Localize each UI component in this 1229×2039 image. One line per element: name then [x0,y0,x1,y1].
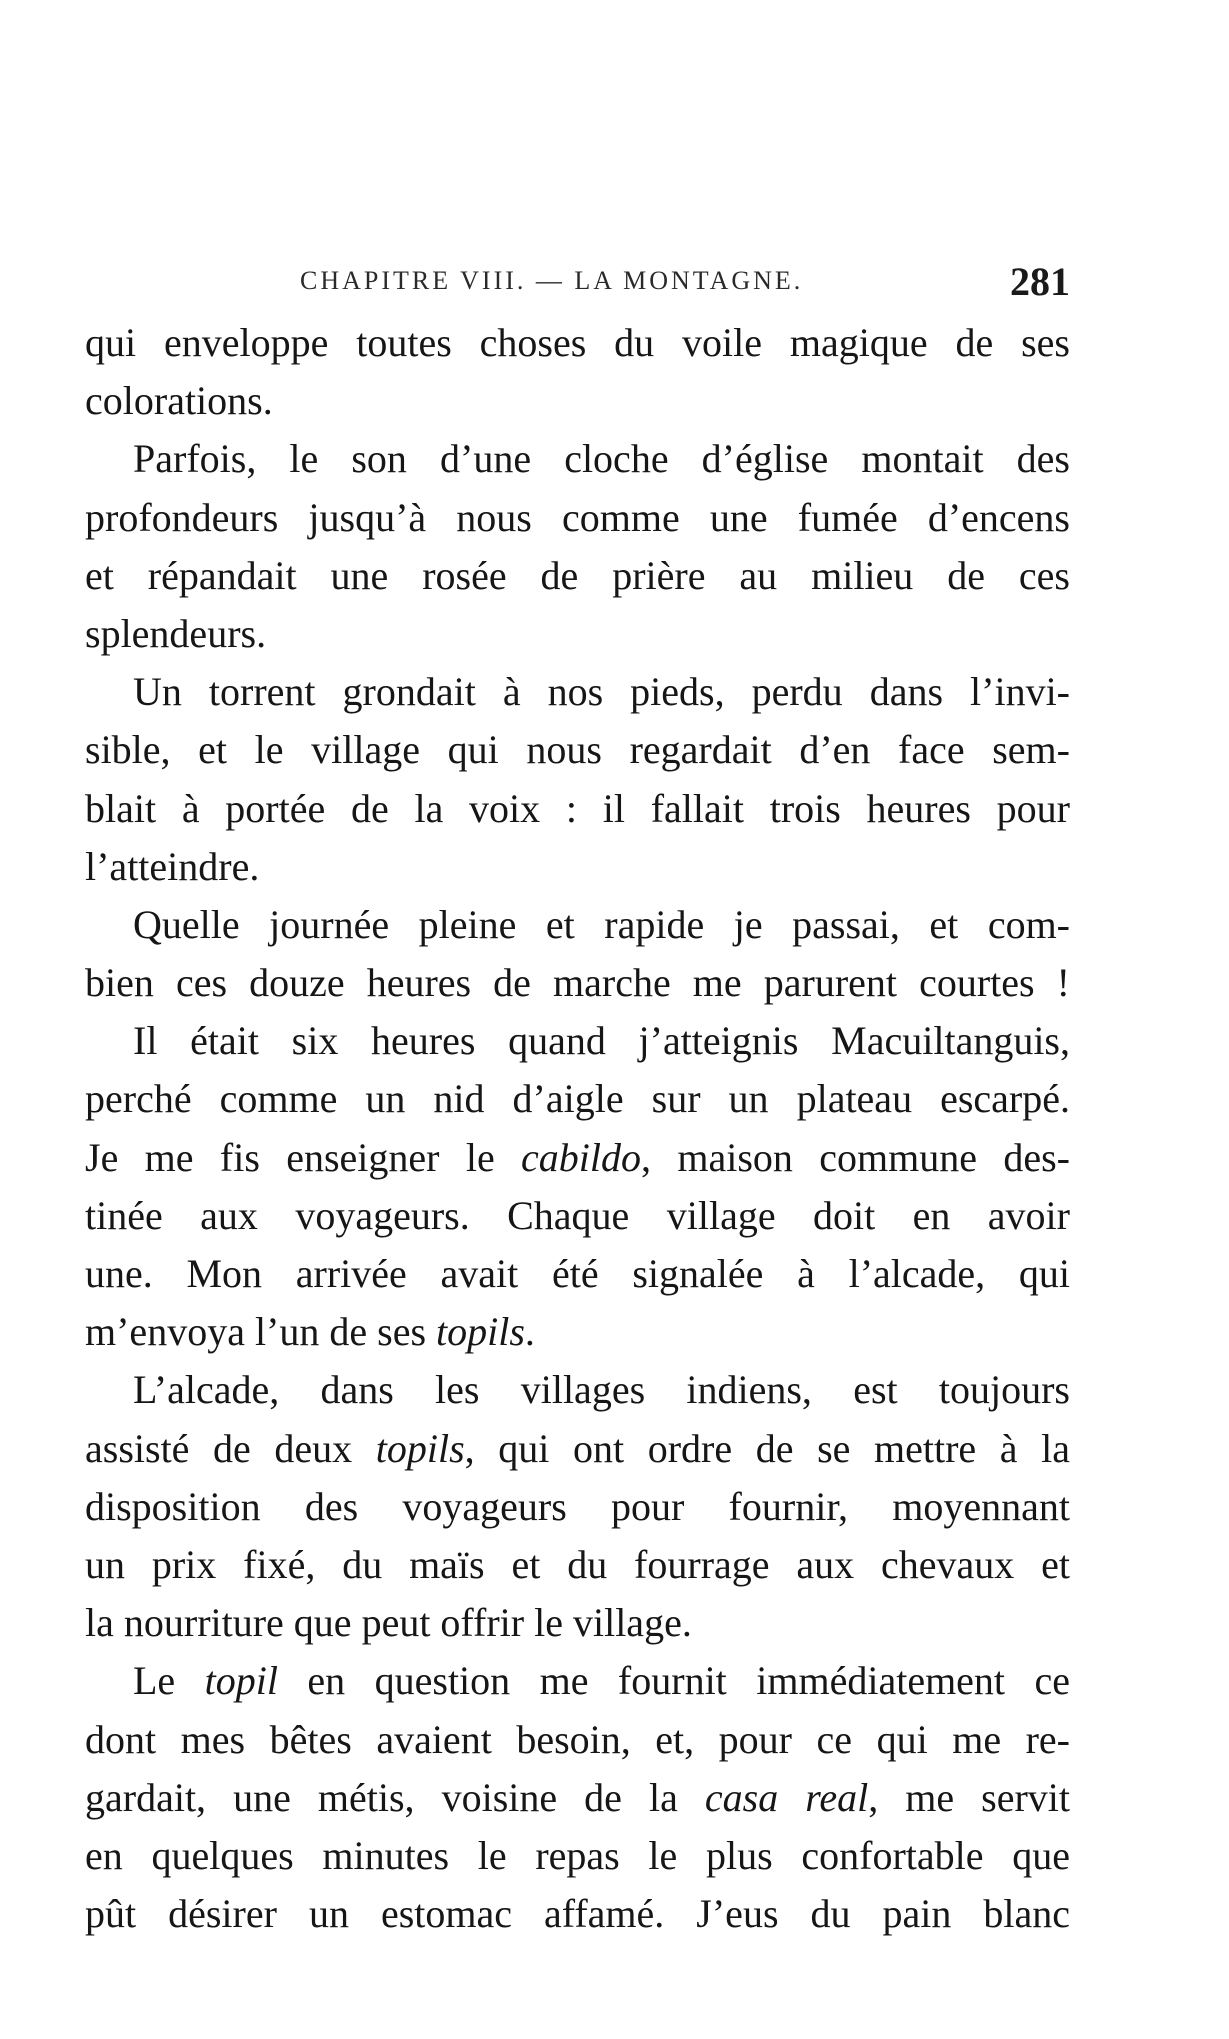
text-run: assisté de deux [85,1425,376,1471]
text-run: , qui ont ordre de se mettre à la [464,1425,1070,1471]
text-line: blait à portée de la voix : il fallait trois heures pour [85,785,1070,831]
body-text [85,314,1070,1943]
text-run: Le [133,1658,205,1704]
page-number: 281 [1010,259,1070,304]
text-line [85,1652,1070,1710]
text-line: dont mes bêtes avaient besoin, et, pour ce qui me re- [85,1716,1070,1762]
italic-term: topils [436,1309,525,1355]
text-line: pût désirer un estomac affamé. J’eus du pain blanc [85,1891,1070,1937]
text-line: une. Mon arrivée avait été signalée à l’alcade, qui [85,1251,1070,1296]
text-run: gardait, une métis, voisine de la [85,1774,705,1820]
text-line: perché comme un nid d’aigle sur un plateau escarpé. [85,1076,1070,1122]
text-line: tinée aux voyageurs. Chaque village doit en avoir [85,1192,1070,1238]
text-line [85,1769,1070,1827]
running-header [85,258,1070,310]
text-line: disposition des voyageurs pour fournir, moyennant [85,1483,1070,1529]
italic-term: topils [375,1425,465,1471]
text-line: qui enveloppe toutes choses du voile magique de ses [85,320,1070,365]
text-line: Parfois, le son d’une cloche d’église montait des [133,436,1070,482]
book-page [85,258,1070,1943]
text-run: Je me fis enseigner le [85,1134,522,1180]
text-line: sible, et le village qui nous regardait d’en face sem- [85,727,1070,773]
italic-term: topil [204,1658,278,1704]
text-line: L’alcade, dans les villages indiens, est toujours [133,1367,1070,1413]
italic-term: casa real [704,1774,869,1820]
text-run: . [524,1309,535,1355]
text-run: m’envoya l’un de ses [85,1309,437,1355]
text-line [85,1420,1070,1478]
text-line: en quelques minutes le repas le plus confortable que [85,1832,1070,1878]
italic-term: cabildo [521,1134,642,1180]
text-run: , maison commune des- [641,1134,1070,1180]
text-run: en question me fournit immédiatement ce [277,1658,1071,1704]
text-line: profondeurs jusqu’à nous comme une fumée d’encens [85,494,1070,540]
text-line: colorations. [85,378,273,424]
text-line: Un torrent grondait à nos pieds, perdu dans l’invi- [133,669,1070,715]
text-line: la nourriture que peut offrir le village. [85,1600,692,1646]
text-line: bien ces douze heures de marche me parurent courtes ! [85,960,1070,1006]
running-title: CHAPITRE VIII. — LA MONTAGNE. [300,266,804,295]
text-line: un prix fixé, du maïs et du fourrage aux chevaux et [85,1541,1070,1587]
text-line: Quelle journée pleine et rapide je passai, et com- [133,901,1070,947]
text-line: splendeurs. [85,610,267,656]
text-line: l’atteindre. [85,843,260,889]
text-line: Il était six heures quand j’atteignis Macuiltanguis, [133,1018,1070,1064]
text-line: et répandait une rosée de prière au milieu de ces [85,552,1070,598]
text-line [85,1303,1070,1361]
text-run: , me servit [868,1774,1070,1820]
text-line [85,1129,1070,1187]
